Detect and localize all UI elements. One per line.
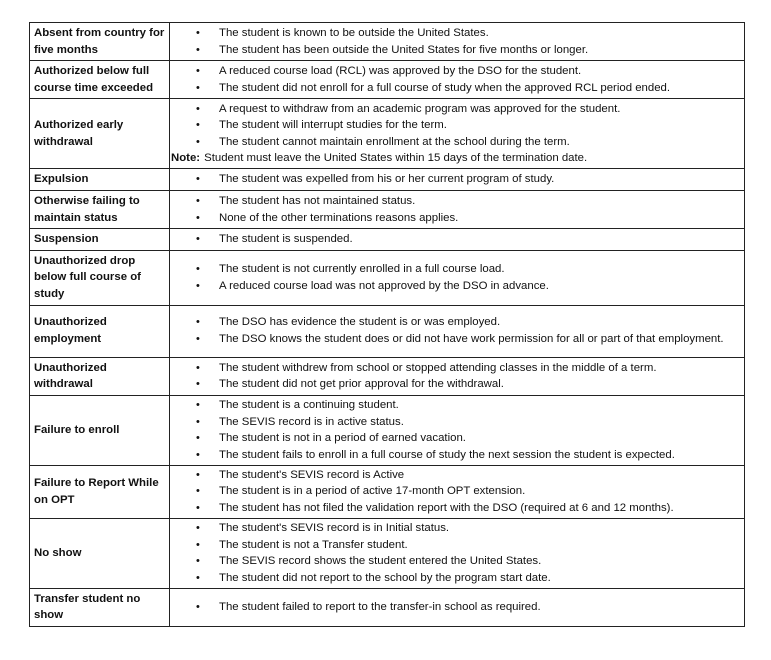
termination-reasons-table [29,22,745,627]
detail-bullet: • The student failed to report to the transfer-in school as required. [170,599,740,616]
table-row [30,465,745,518]
termination-reason-term: Unauthorized drop below full course of study [30,250,170,305]
detail-bullet: • The student will interrupt studies for the term. [170,117,740,134]
table-row [30,99,745,169]
termination-reason-details [170,99,745,169]
detail-bullet: • The SEVIS record is in active status. [170,414,740,431]
table-row [30,61,745,99]
termination-reason-term: Failure to Report While on OPT [30,465,170,518]
termination-reason-details [170,23,745,61]
detail-bullet: • A reduced course load was not approved by the DSO in advance. [170,278,740,295]
detail-bullet: • A request to withdraw from an academic program was approved for the student. [170,101,740,118]
termination-reason-term: Otherwise failing to maintain status [30,190,170,228]
table-row [30,588,745,626]
note-text: Student must leave the United States within 15 days of the termination date. [204,152,588,165]
table-row [30,305,745,357]
termination-reason-details [170,250,745,305]
detail-bullet: • The student cannot maintain enrollment at the school during the term. [170,134,740,151]
table-row [30,395,745,465]
table-row [30,23,745,61]
detail-bullet: • The student's SEVIS record is in Initial status. [170,520,740,537]
detail-bullet: • The student withdrew from school or stopped attending classes in the middle of a term. [170,360,740,377]
detail-bullet: • The student is not currently enrolled in a full course load. [170,261,740,278]
detail-bullet: • The student is not a Transfer student. [170,537,740,554]
detail-bullet: • The student is in a period of active 17-month OPT extension. [170,483,740,500]
termination-reasons-table-container [29,22,744,627]
termination-reason-term: No show [30,518,170,588]
termination-reason-details [170,169,745,191]
detail-bullet: • The student was expelled from his or her current program of study. [170,171,740,188]
termination-reason-term: Failure to enroll [30,395,170,465]
termination-reason-term: Transfer student no show [30,588,170,626]
termination-reason-details [170,190,745,228]
note-label: Note: [171,152,201,165]
termination-reason-term: Suspension [30,229,170,251]
termination-reason-details [170,395,745,465]
detail-bullet: • The student is not in a period of earned vacation. [170,430,740,447]
detail-bullet: • A reduced course load (RCL) was approved by the DSO for the student. [170,63,740,80]
detail-bullet: • The SEVIS record shows the student entered the United States. [170,553,740,570]
detail-bullet: • The student's SEVIS record is Active [170,467,740,484]
table-row [30,357,745,395]
termination-reason-term: Absent from country for five months [30,23,170,61]
termination-reason-term: Unauthorized employment [30,305,170,357]
termination-reason-details [170,588,745,626]
termination-reason-details [170,518,745,588]
termination-reason-details [170,357,745,395]
termination-reason-term: Authorized early withdrawal [30,99,170,169]
termination-reason-term: Unauthorized withdrawal [30,357,170,395]
termination-reason-term: Authorized below full course time exceeded [30,61,170,99]
detail-bullet: • The student did not report to the school by the program start date. [170,570,740,587]
detail-bullet: • The student did not get prior approval for the withdrawal. [170,376,740,393]
termination-reason-details [170,229,745,251]
table-row [30,229,745,251]
table-row [30,518,745,588]
table-body [30,23,745,627]
detail-bullet: • The student is suspended. [170,231,740,248]
detail-bullet: • None of the other terminations reasons applies. [170,210,740,227]
detail-bullet: • The student has not maintained status. [170,193,740,210]
detail-note [170,150,740,167]
detail-bullet: • The student has been outside the United States for five months or longer. [170,42,740,59]
detail-bullet: • The student did not enroll for a full course of study when the approved RCL period ended. [170,80,740,97]
detail-bullet: • The student has not filed the validation report with the DSO (required at 6 and 12 months). [170,500,740,517]
table-row [30,250,745,305]
detail-bullet: • The DSO has evidence the student is or was employed. [170,314,740,331]
table-row [30,169,745,191]
termination-reason-details [170,465,745,518]
termination-reason-term: Expulsion [30,169,170,191]
termination-reason-details [170,305,745,357]
detail-bullet: • The student fails to enroll in a full course of study the next session the student is expected. [170,447,740,464]
termination-reason-details [170,61,745,99]
detail-bullet: • The student is a continuing student. [170,397,740,414]
table-row [30,190,745,228]
detail-bullet: • The DSO knows the student does or did not have work permission for all or part of that employment. [170,331,740,348]
detail-bullet: • The student is known to be outside the United States. [170,25,740,42]
